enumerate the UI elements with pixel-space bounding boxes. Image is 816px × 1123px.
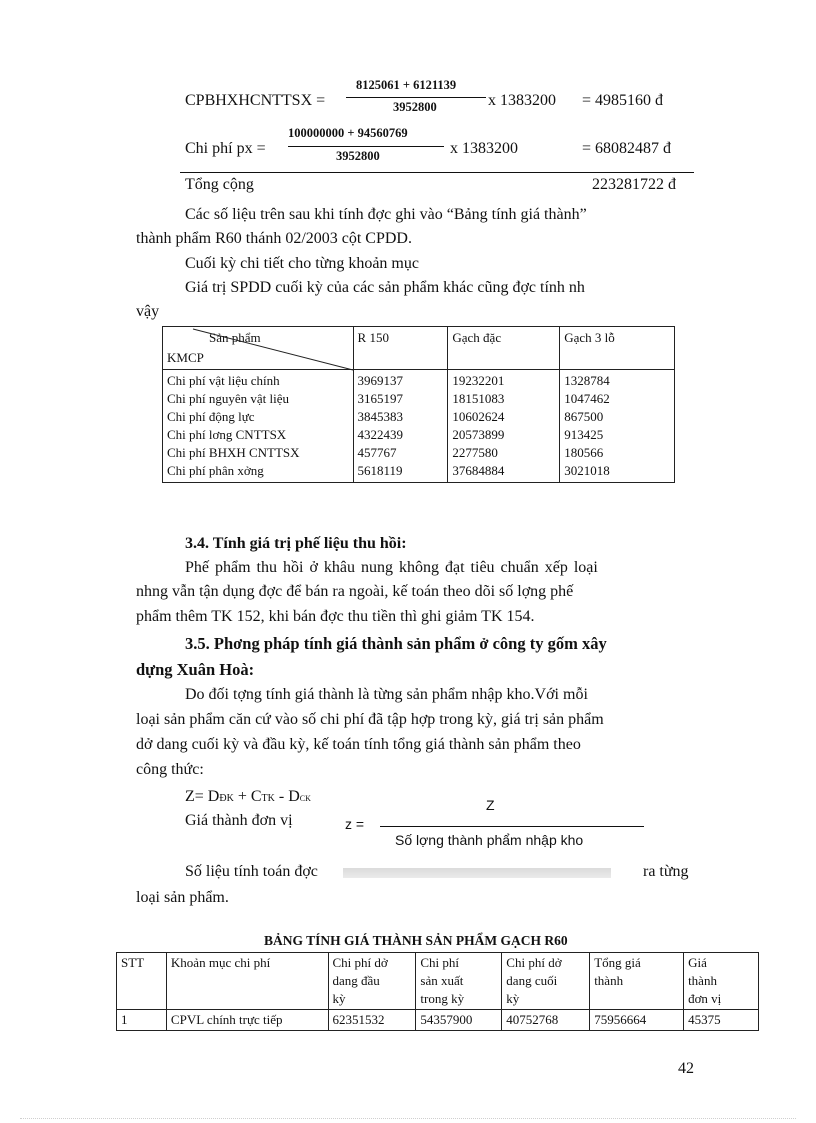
corner-bottom-label: KMCP [167, 350, 204, 365]
section35-heading-line2: dựng Xuân Hoà: [136, 660, 255, 679]
formula1-multiplier: x 1383200 [488, 92, 556, 109]
row-labels [163, 370, 354, 483]
formula-z-denominator: Số lợng thành phẩm nhập kho [395, 832, 584, 848]
cost-table [116, 952, 759, 1031]
formula3-fraction-bar [380, 826, 644, 827]
corner-top-label: Sản phẩm [209, 330, 261, 345]
row-label: Chi phí vật liệu chính [167, 373, 280, 388]
section34-line2: nhng vẫn tận dụng đợc để bán ra ngoài, kế toán theo dõi số lợng phế [136, 583, 574, 600]
header-cell: R 150 [353, 327, 448, 370]
total-value: 223281722 đ [592, 176, 676, 193]
cost-table-header-row [117, 953, 759, 1010]
formula2-result: = 68082487 đ [582, 140, 672, 157]
cell-value: 10602624 [452, 409, 505, 424]
formula1-result: = 4985160 đ [582, 92, 664, 109]
header-cost-item: Khoản mục chi phí [166, 953, 328, 1010]
para1-line1: Các số liệu trên sau khi tính đợc ghi vào “Bảng tính giá thành” [185, 206, 587, 223]
table-header-row [163, 327, 675, 370]
cell-cost-item: CPVL chính trực tiếp [166, 1010, 328, 1031]
formula1-fraction-bar [346, 97, 486, 98]
cost-table-title: BẢNG TÍNH GIÁ THÀNH SẢN PHẨM GẠCH R60 [264, 933, 568, 948]
cell-value: 20573899 [452, 427, 505, 442]
cell-value: 1047462 [564, 391, 610, 406]
cell-value: 3021018 [564, 463, 610, 478]
gach-dac-values [448, 370, 560, 483]
formula2-fraction-bar [288, 146, 444, 147]
footer-dotted-rule [20, 1118, 796, 1119]
cell-value: 867500 [564, 409, 604, 424]
para3-line1: Giá trị SPDD cuối kỳ của các sản phẩm khác cũng đợc tính nh [185, 279, 585, 296]
cell-value: 3969137 [357, 373, 404, 388]
cell-value: 4322439 [357, 427, 404, 442]
para2: Cuối kỳ chi tiết cho từng khoản mục [185, 255, 419, 272]
cell-unit-cost: 45375 [684, 1010, 759, 1031]
formula-sub-tk: TK [261, 793, 275, 804]
formula-plus-c: + C [233, 788, 262, 805]
product-cost-table [162, 326, 675, 483]
header-opening-wip: Chi phí dở dang đầu kỳ [328, 953, 416, 1010]
cell-value: 18151083 [452, 391, 505, 406]
cell-value: 180566 [564, 445, 604, 460]
cell-value: 457767 [357, 445, 397, 460]
corner-diagonal [163, 327, 354, 371]
cell-value: 913425 [564, 427, 604, 442]
para1-line2: thành phẩm R60 thánh 02/2003 cột CPDD. [136, 230, 412, 247]
formula2-lhs: Chi phí px = [185, 140, 266, 157]
total-label: Tổng cộng [185, 176, 254, 193]
row-label: Chi phí nguyên vật liệu [167, 391, 290, 406]
formula2-numerator: 100000000 + 94560769 [288, 126, 408, 140]
formula-z-small: z = [345, 816, 365, 832]
para4-obscured-text [343, 868, 611, 878]
total-cost-formula [185, 788, 311, 806]
section34-line3: phẩm thêm TK 152, khi bán đợc thu tiền thì ghi giảm TK 154. [136, 608, 535, 625]
cell-stt: 1 [117, 1010, 167, 1031]
cell-value: 19232201 [452, 373, 505, 388]
row-label: Chi phí phân xởng [167, 463, 264, 478]
table-body-rows [163, 370, 675, 483]
cell-value: 5618119 [357, 463, 403, 478]
formula-minus-d: - D [274, 788, 300, 805]
para4-line1-end: ra từng [643, 863, 689, 880]
formula-sub-ck: CK [299, 794, 311, 803]
cell-value: 1328784 [564, 373, 610, 388]
cell-closing-wip: 40752768 [502, 1010, 590, 1031]
unit-cost-label: Giá thành đơn vị [185, 812, 293, 829]
para4-line2: loại sản phẩm. [136, 889, 229, 906]
corner-header-cell [163, 327, 354, 370]
formula2-multiplier: x 1383200 [450, 140, 518, 157]
section34-heading: 3.4. Tính giá trị phế liệu thu hồi: [185, 535, 407, 552]
cell-value: 2277580 [452, 445, 498, 460]
formula-sub-dk: ĐK [219, 793, 234, 804]
formula1-denominator: 3952800 [393, 100, 437, 114]
section35-line2: loại sản phẩm căn cứ vào số chi phí đã tập hợp trong kỳ, giá trị sản phẩm [136, 711, 604, 728]
header-stt: STT [117, 953, 167, 1010]
formula-z-eq: Z= D [185, 788, 220, 805]
section35-line1: Do đối tợng tính giá thành là từng sản phẩm nhập kho.Với mỗi [185, 686, 588, 703]
gach-3-lo-values [560, 370, 675, 483]
formula2-denominator: 3952800 [336, 149, 380, 163]
cell-production-cost: 54357900 [416, 1010, 502, 1031]
para3-line2: vậy [136, 303, 160, 320]
header-production-cost: Chi phí sản xuất trong kỳ [416, 953, 502, 1010]
r150-values [353, 370, 448, 483]
page-number: 42 [678, 1060, 694, 1077]
row-label: Chi phí lơng CNTTSX [167, 427, 287, 442]
cell-value: 3845383 [357, 409, 404, 424]
cell-opening-wip: 62351532 [328, 1010, 416, 1031]
header-total-cost: Tổng giá thành [590, 953, 684, 1010]
header-closing-wip: Chi phí dở dang cuối kỳ [502, 953, 590, 1010]
section35-line4: công thức: [136, 761, 204, 778]
formula-z-numerator: Z [486, 797, 495, 813]
header-cell: Gạch đặc [448, 327, 560, 370]
para4-line1-start: Số liệu tính toán đợc [185, 863, 318, 880]
formula1-lhs: CPBHXHCNTTSX = [185, 92, 326, 109]
row-label: Chi phí BHXH CNTTSX [167, 445, 300, 460]
section35-line3: dở dang cuối kỳ và đầu kỳ, kế toán tính tổng giá thành sản phẩm theo [136, 736, 581, 753]
section35-heading-line1: 3.5. Phơng pháp tính giá thành sản phẩm ở công ty gốm xây [185, 634, 607, 653]
row-label: Chi phí động lực [167, 409, 255, 424]
section34-line1: Phế phẩm thu hồi ở khâu nung không đạt tiêu chuẩn xếp loại [185, 559, 598, 576]
header-unit-cost: Giá thành đơn vị [684, 953, 759, 1010]
total-rule [180, 172, 694, 173]
header-cell: Gạch 3 lỗ [560, 327, 675, 370]
cell-value: 37684884 [452, 463, 505, 478]
cell-total-cost: 75956664 [590, 1010, 684, 1031]
table-row [117, 1010, 759, 1031]
cell-value: 3165197 [357, 391, 404, 406]
formula1-numerator: 8125061 + 6121139 [356, 78, 457, 92]
